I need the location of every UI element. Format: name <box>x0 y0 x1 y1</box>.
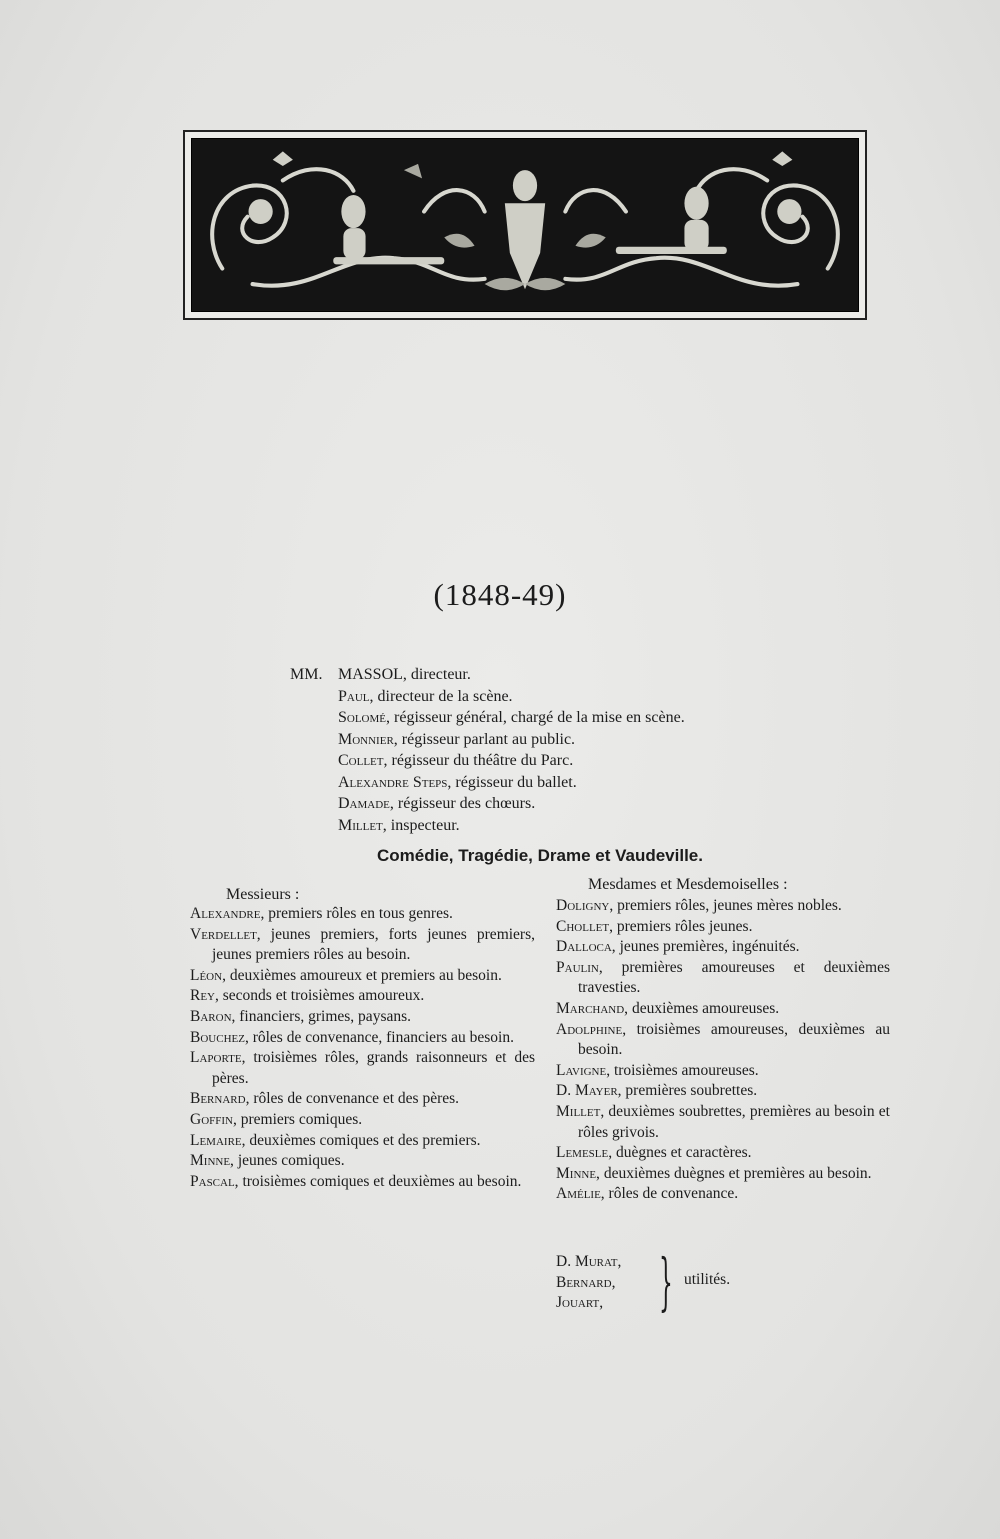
staff-role: directeur. <box>406 666 471 683</box>
list-item <box>556 1184 890 1205</box>
staff-name: Alexandre Steps, <box>338 773 452 791</box>
staff-role: régisseur parlant au public. <box>397 730 576 748</box>
staff-row <box>290 729 810 751</box>
ornamental-banner <box>183 130 867 320</box>
actress-role: duègnes et caractères. <box>612 1144 752 1162</box>
list-item <box>190 1048 535 1089</box>
actress-name: Adolphine, <box>556 1020 627 1038</box>
actor-role: jeunes comiques. <box>233 1152 345 1170</box>
staff-role: inspecteur. <box>386 816 460 834</box>
actor-role: jeunes premiers, forts jeunes premiers, jeunes premiers rôles au besoin. <box>212 925 535 964</box>
actress-role: premières amoureuses et deuxièmes travesties. <box>578 958 890 997</box>
actress-role: troisièmes amoureuses. <box>610 1061 759 1079</box>
actor-role: financiers, grimes, paysans. <box>235 1007 412 1025</box>
staff-name: Monnier, <box>338 730 398 748</box>
actress-role: premiers rôles jeunes. <box>612 917 753 935</box>
actor-role: premiers comiques. <box>236 1110 363 1128</box>
actor-role: deuxièmes amoureux et premiers au besoin. <box>225 966 502 984</box>
actress-name: Doligny, <box>556 897 614 914</box>
staff-name: Paul, <box>338 687 374 705</box>
staff-role: régisseur du ballet. <box>451 773 577 791</box>
staff-name: Millet, <box>338 816 387 834</box>
actor-name: Goffin, <box>190 1110 237 1128</box>
scroll-ornament-icon <box>192 139 858 311</box>
list-item <box>556 1143 890 1164</box>
actor-name: Pascal, <box>190 1172 239 1190</box>
list-item <box>190 1089 535 1110</box>
banner-engraving <box>191 138 859 312</box>
actress-role: premiers rôles, jeunes mères nobles. <box>613 897 842 914</box>
actress-name: Marchand, <box>556 999 629 1017</box>
staff-row <box>290 664 810 686</box>
actor-role: rôles de convenance, financiers au besoin. <box>248 1028 514 1046</box>
actress-role: premières soubrettes. <box>621 1082 758 1100</box>
utility-name: D. Murat, <box>556 1253 622 1270</box>
actor-role: seconds et troisièmes amoureux. <box>218 987 425 1005</box>
brace-icon: } <box>659 1245 673 1318</box>
men-heading: Messieurs : <box>226 886 300 903</box>
staff-name: MASSOL, <box>338 666 407 683</box>
staff-role: directeur de la scène. <box>373 687 513 705</box>
staff-name: Collet, <box>338 752 388 769</box>
list-item <box>190 1028 535 1049</box>
actor-role: rôles de convenance et des pères. <box>249 1090 460 1108</box>
list-item <box>190 925 535 966</box>
actress-role: deuxièmes duègnes et premières au besoin. <box>599 1164 872 1182</box>
actress-role: deuxièmes amoureuses. <box>628 999 780 1017</box>
actor-name: Bouchez, <box>190 1028 249 1046</box>
actress-name: D. Mayer, <box>556 1082 622 1100</box>
list-item <box>190 1151 535 1172</box>
list-item <box>556 1061 890 1082</box>
list-item <box>556 896 890 917</box>
staff-name: Solomé, <box>338 709 391 726</box>
staff-row <box>290 793 810 815</box>
section-title: Comédie, Tragédie, Drame et Vaudeville. <box>377 846 703 865</box>
actor-role: troisièmes rôles, grands raisonneurs et des pères. <box>212 1049 535 1087</box>
actress-name: Lemesle, <box>556 1144 613 1162</box>
actor-name: Rey, <box>190 987 219 1005</box>
list-item <box>556 958 890 999</box>
list-item <box>190 1110 535 1131</box>
men-cast-list <box>190 904 535 1192</box>
actress-name: Millet, <box>556 1102 605 1120</box>
utilities-group <box>556 1245 731 1318</box>
staff-row <box>290 750 810 772</box>
staff-prefix: MM. <box>290 666 323 683</box>
list-item <box>190 1131 535 1152</box>
staff-row <box>290 772 810 794</box>
staff-row <box>290 707 810 729</box>
list-item <box>190 986 535 1007</box>
actor-role: deuxièmes comiques et des premiers. <box>245 1131 481 1149</box>
actor-role: troisièmes comiques et deuxièmes au besoin. <box>238 1172 522 1190</box>
actress-name: Chollet, <box>556 917 613 935</box>
actress-name: Amélie, <box>556 1185 605 1203</box>
actress-role: troisièmes amoureuses, deuxièmes au besoin. <box>578 1020 890 1059</box>
women-heading: Mesdames et Mesdemoiselles : <box>588 876 788 893</box>
management-staff-list <box>290 664 810 836</box>
staff-row <box>290 815 810 837</box>
actress-name: Dalloca, <box>556 938 616 956</box>
actress-role: rôles de convenance. <box>604 1185 739 1203</box>
list-item <box>556 1081 890 1102</box>
actor-name: Verdellet, <box>190 925 261 943</box>
actor-name: Léon, <box>190 966 226 984</box>
actor-name: Minne, <box>190 1152 234 1170</box>
actress-name: Paulin, <box>556 958 603 976</box>
list-item <box>190 904 535 925</box>
list-item <box>190 966 535 987</box>
actress-name: Lavigne, <box>556 1061 611 1079</box>
season-year: (1848-49) <box>433 577 567 612</box>
staff-name: Damade, <box>338 795 394 812</box>
list-item <box>190 1007 535 1028</box>
actor-name: Alexandre, <box>190 905 265 922</box>
utility-label: utilités. <box>684 1271 731 1288</box>
list-item <box>556 937 890 958</box>
staff-row <box>290 686 810 708</box>
utility-name: Bernard, <box>556 1273 616 1291</box>
actor-name: Laporte, <box>190 1049 246 1067</box>
actress-name: Minne, <box>556 1164 600 1182</box>
staff-role: régisseur général, chargé de la mise en scène. <box>390 709 685 726</box>
list-item <box>556 1020 890 1061</box>
list-item <box>190 1172 535 1193</box>
utility-name: Jouart, <box>556 1294 604 1312</box>
actor-name: Baron, <box>190 1007 236 1025</box>
staff-role: régisseur des chœurs. <box>393 795 536 812</box>
actor-name: Bernard, <box>190 1090 250 1108</box>
list-item <box>556 917 890 938</box>
women-cast-list <box>556 896 890 1205</box>
utility-names <box>556 1252 621 1314</box>
staff-role: régisseur du théâtre du Parc. <box>387 752 574 769</box>
list-item <box>556 999 890 1020</box>
actor-role: premiers rôles en tous genres. <box>264 905 453 922</box>
list-item <box>556 1102 890 1143</box>
actor-name: Lemaire, <box>190 1131 246 1149</box>
actress-role: jeunes premières, ingénuités. <box>615 938 800 956</box>
list-item <box>556 1164 890 1185</box>
actress-role: deuxièmes soubrettes, premières au besoin et rôles grivois. <box>578 1102 890 1141</box>
